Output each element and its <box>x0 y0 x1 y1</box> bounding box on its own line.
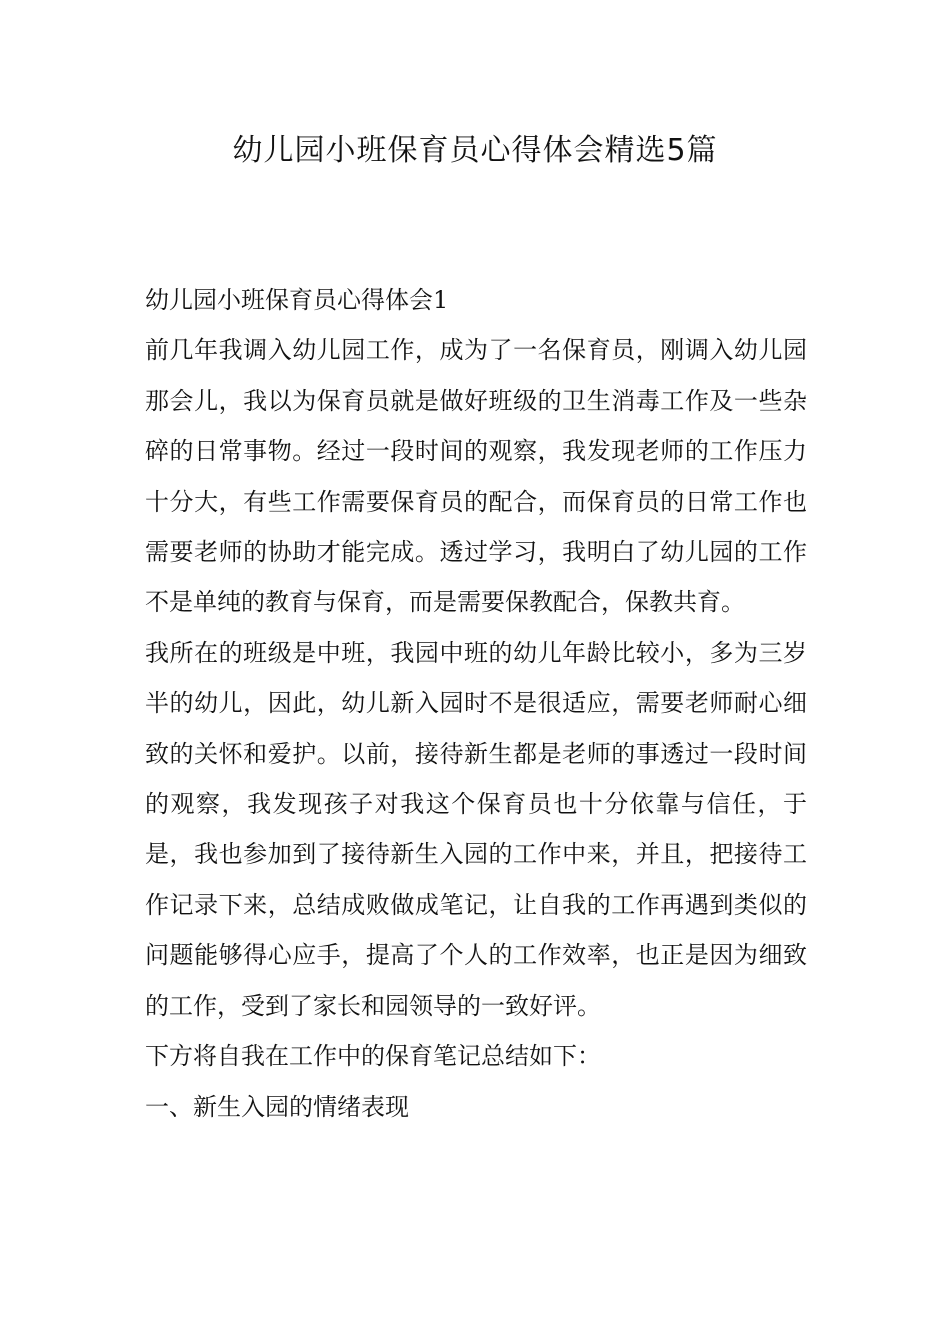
body-paragraph: 我所在的班级是中班，我园中班的幼儿年龄比较小，多为三岁半的幼儿，因此，幼儿新入园时不是很适应，需要老师耐心细致的关怀和爱护。以前，接待新生都是老师的事透过一段时间的观察，我发现孩子对我这个保育员也十分依靠与信任，于是，我也参加到了接待新生入园的工作中来，并且，把接待工作记录下来，总结成败做成笔记，让自我的工作再遇到类似的问题能够得心应手，提高了个人的工作效率，也正是因为细致的工作，受到了家长和园领导的一致好评。 <box>145 638 807 1020</box>
body-paragraph: 前几年我调入幼儿园工作，成为了一名保育员，刚调入幼儿园那会儿，我以为保育员就是做好班级的卫生消毒工作及一些杂碎的日常事物。经过一段时间的观察，我发现老师的工作压力十分大，有些工作需要保育员的配合，而保育员的日常工作也需要老师的协助才能完成。透过学习，我明白了幼儿园的工作不是单纯的教育与保育，而是需要保教配合，保教共育。 <box>145 336 807 617</box>
document-body <box>145 275 807 1132</box>
section-heading: 幼儿园小班保育员心得体会1 <box>145 286 449 314</box>
document-title: 幼儿园小班保育员心得体会精选5篇 <box>232 133 718 168</box>
body-paragraph: 下方将自我在工作中的保育笔记总结如下： <box>145 1042 601 1071</box>
subsection-heading: 一、新生入园的情绪表现 <box>145 1092 409 1121</box>
